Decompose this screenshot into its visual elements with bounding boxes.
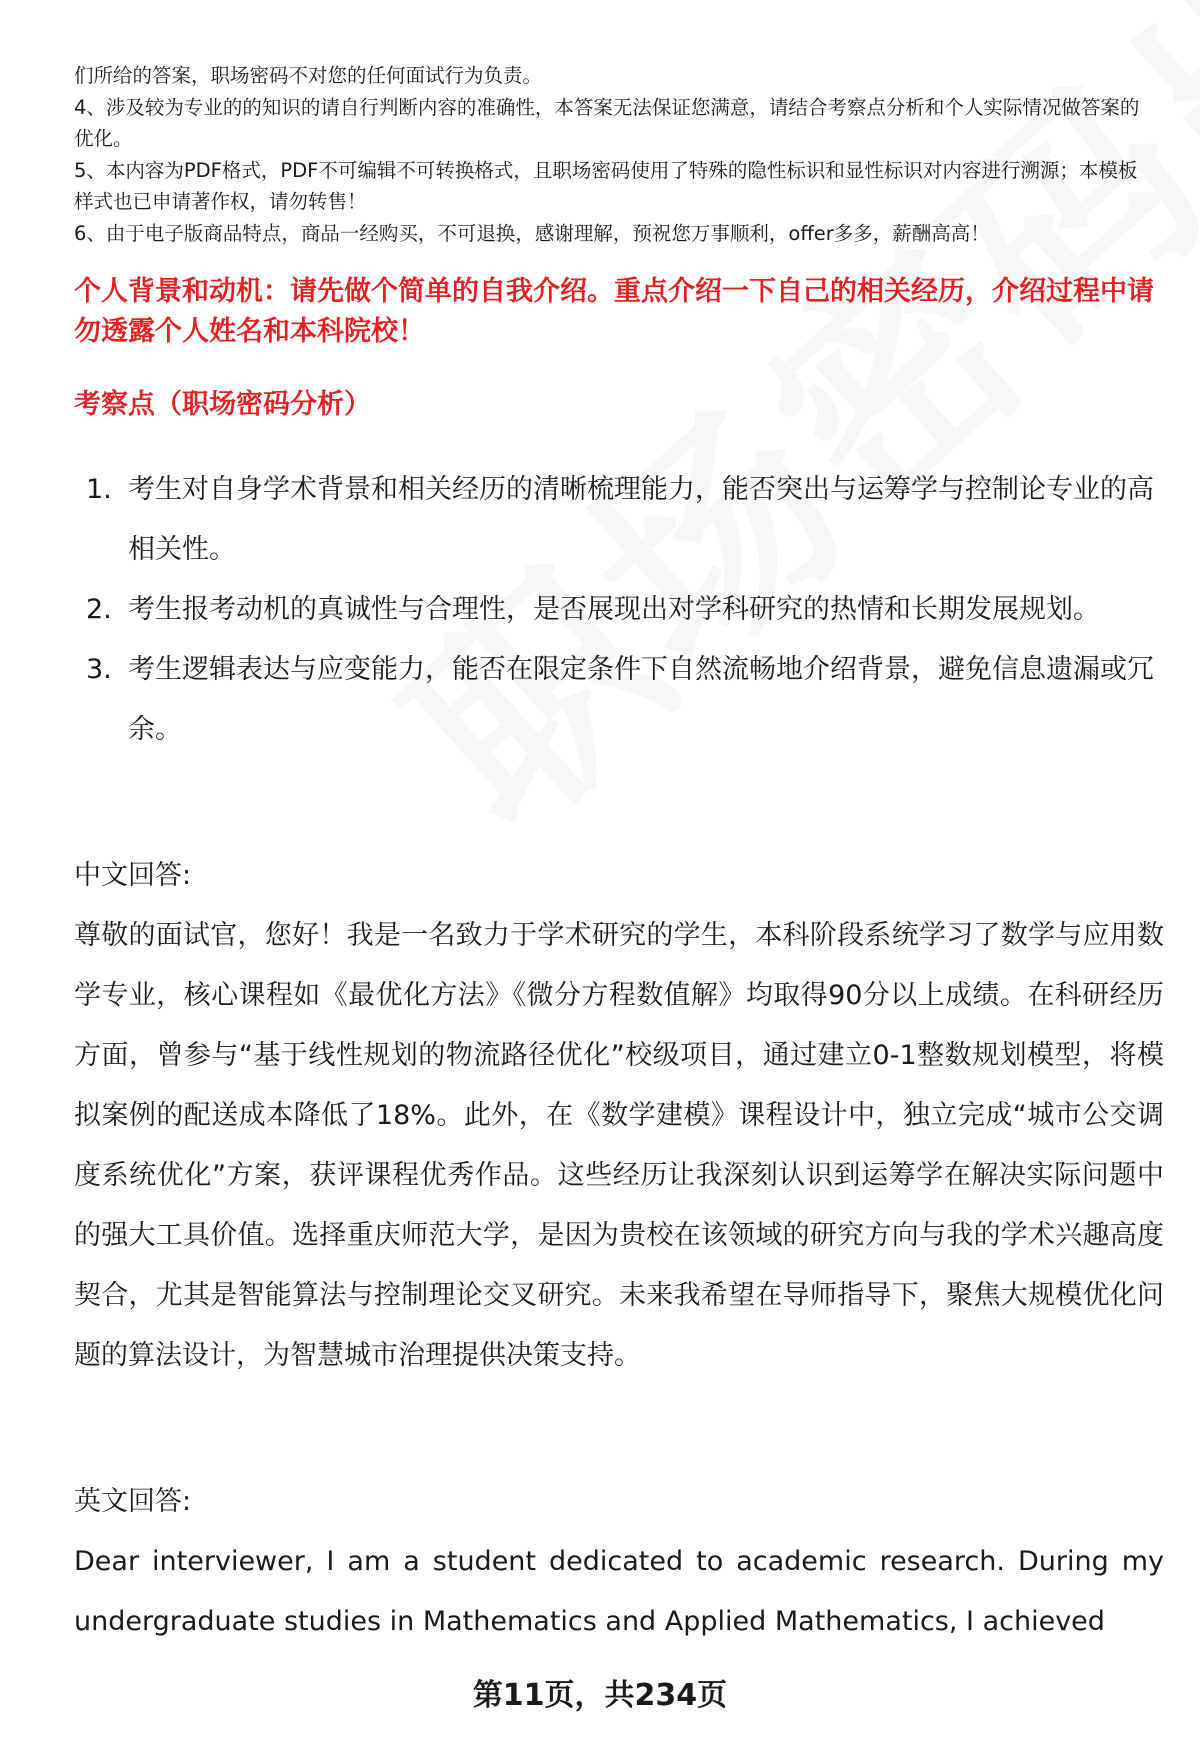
list-item-number: 2. — [86, 594, 112, 625]
list-item-text: 考生对自身学术背景和相关经历的清晰梳理能力，能否突出与运筹学与控制论专业的高相关性。 — [128, 474, 1154, 565]
english-answer-label: 英文回答: — [74, 1486, 192, 1517]
notice-line: 4、涉及较为专业的的知识的请自行判断内容的准确性，本答案无法保证您满意，请结合考察点分析和个人实际情况做答案的优化。 — [74, 95, 1140, 150]
notice-line: 5、本内容为PDF格式，PDF不可编辑不可转换格式，且职场密码使用了特殊的隐性标识和显性标识对内容进行溯源；本模板样式也已申请著作权，请勿转售！ — [74, 158, 1138, 213]
list-item-text: 考生逻辑表达与应变能力，能否在限定条件下自然流畅地介绍背景，避免信息遗漏或冗余。 — [128, 654, 1154, 745]
notice-line: 6、由于电子版商品特点，商品一经购买，不可退换，感谢理解，预祝您万事顺利，offer多多，薪酬高高！ — [74, 221, 990, 245]
page-number: 第11页，共234页 — [472, 1678, 728, 1713]
list-item-number: 3. — [86, 654, 112, 685]
question-heading: 个人背景和动机：请先做个简单的自我介绍。重点介绍一下自己的相关经历，介绍过程中请勿透露个人姓名和本科院校！ — [74, 276, 1154, 347]
notice-line: 们所给的答案，职场密码不对您的任何面试行为负责。 — [74, 64, 543, 87]
list-item-number: 1. — [86, 474, 112, 505]
chinese-answer-text: 尊敬的面试官，您好！我是一名致力于学术研究的学生，本科阶段系统学习了数学与应用数学专业，核心课程如《最优化方法》《微分方程数值解》均取得90分以上成绩。在科研经历方面，曾参与“基于线性规划的物流路径优化”校级项目，通过建立0-1整数规划模型，将模拟案例的配送成本降低了18%。此外，在《数学建模》课程设计中，独立完成“城市公交调度系统优化”方案，获评课程优秀作品。这些经历让我深刻认识到运筹学在解决实际问题中的强大工具价值。选择重庆师范大学，是因为贵校在该领域的研究方向与我的学术兴趣高度契合，尤其是智能算法与控制理论交叉研究。未来我希望在导师指导下，聚焦大规模优化问题的算法设计，为智慧城市治理提供决策支持。 — [74, 920, 1164, 1371]
list-item-text: 考生报考动机的真诚性与合理性，是否展现出对学科研究的热情和长期发展规划。 — [128, 594, 1100, 625]
points-title: 考察点（职场密码分析） — [74, 389, 371, 420]
english-answer-text: Dear interviewer, I am a student dedicated to academic research. During my undergraduate studies in Mathematics and Applied Mathematics, I achieved — [74, 1546, 1164, 1637]
list-item — [74, 580, 1154, 640]
list-item — [74, 640, 1154, 760]
list-item — [74, 460, 1154, 580]
chinese-answer-label: 中文回答: — [74, 860, 192, 891]
notice-block — [74, 60, 1154, 249]
assessment-points-list — [74, 460, 1154, 760]
